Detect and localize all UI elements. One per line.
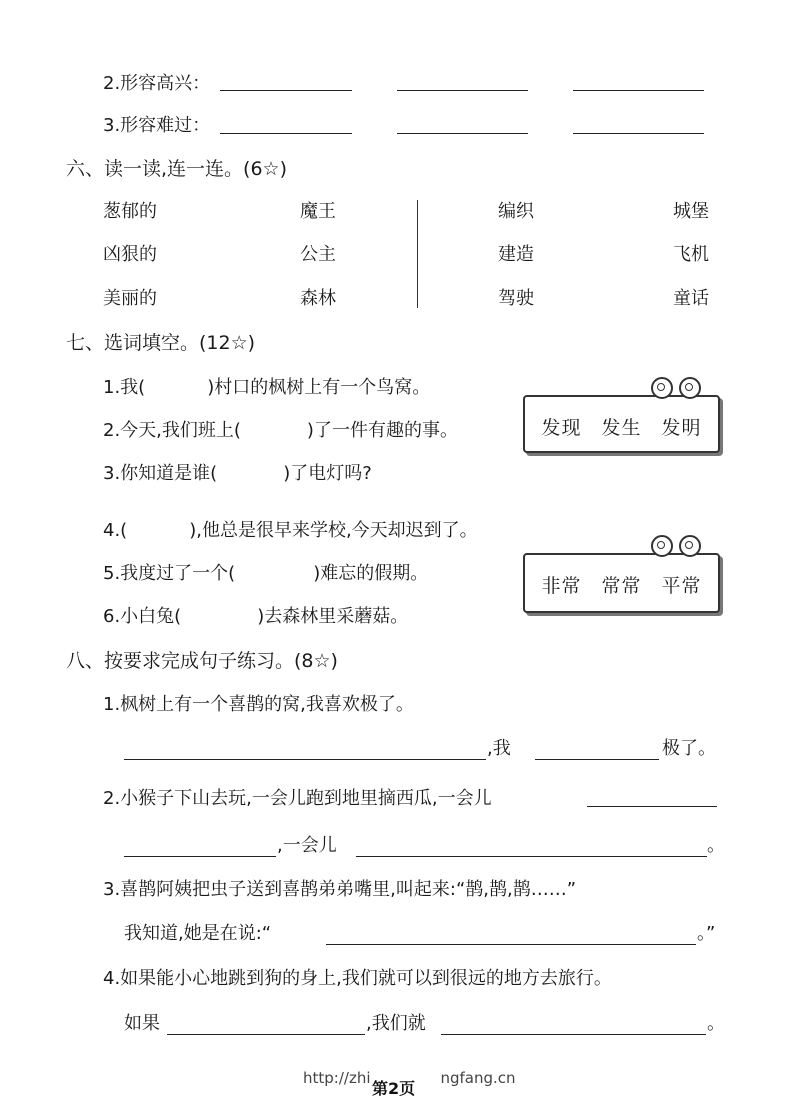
question-8-4: 4.如果能小心地跳到狗的身上,我们就可以到很远的地方去旅行。	[103, 968, 612, 989]
answer-line[interactable]	[587, 806, 717, 807]
section-8-title: 八、按要求完成句子练习。(8☆)	[66, 650, 338, 672]
answer-line[interactable]	[220, 90, 352, 91]
binder-ring-icon	[679, 535, 701, 557]
match-word[interactable]: 凶狠的	[103, 244, 157, 265]
item-3-label: 3.形容难过：	[103, 115, 211, 136]
section-6-title: 六、读一读,连一连。(6☆)	[66, 158, 287, 180]
answer-line[interactable]	[573, 90, 704, 91]
match-word[interactable]: 魔王	[300, 201, 336, 222]
question-8-1: 1.枫树上有一个喜鹊的窝,我喜欢极了。	[103, 694, 414, 715]
q1-ending: 极了。	[662, 738, 716, 759]
question-7-1: 1.我( )村口的枫树上有一个鸟窝。	[103, 377, 431, 398]
match-word[interactable]: 编织	[498, 201, 534, 222]
question-7-6: 6.小白兔( )去森林里采蘑菇。	[103, 606, 409, 627]
page-number: 第2页	[372, 1079, 416, 1098]
question-8-2: 2.小猴子下山去玩,一会儿跑到地里摘西瓜,一会儿	[103, 788, 492, 809]
answer-line[interactable]	[573, 133, 704, 134]
q2-ending: 。	[707, 835, 725, 856]
answer-line[interactable]	[326, 944, 696, 945]
q2-connector: ,一会儿	[277, 835, 337, 856]
match-word[interactable]: 童话	[673, 288, 709, 309]
match-word[interactable]: 葱郁的	[103, 201, 157, 222]
answer-line[interactable]	[356, 856, 707, 857]
match-word[interactable]: 美丽的	[103, 288, 157, 309]
question-7-4: 4.( ),他总是很早来学校,今天却迟到了。	[103, 520, 478, 541]
item-2-label: 2.形容高兴：	[103, 73, 211, 94]
match-word[interactable]: 飞机	[673, 244, 709, 265]
word-choice-box-2	[523, 553, 720, 613]
answer-line[interactable]	[124, 856, 276, 857]
word-choices: 发现 发生 发明	[541, 417, 702, 439]
question-7-5: 5.我度过了一个( )难忘的假期。	[103, 563, 429, 584]
binder-ring-icon	[651, 377, 673, 399]
answer-line[interactable]	[535, 759, 659, 760]
binder-ring-icon	[651, 535, 673, 557]
answer-line[interactable]	[124, 759, 486, 760]
match-word[interactable]: 森林	[300, 288, 336, 309]
q4-ending: 。	[707, 1013, 725, 1034]
q4-start: 如果	[124, 1013, 160, 1034]
match-word[interactable]: 建造	[498, 244, 534, 265]
watermark-url: http://zhi ngfang.cn	[303, 1069, 516, 1087]
answer-line[interactable]	[397, 90, 528, 91]
question-7-3: 3.你知道是谁( )了电灯吗?	[103, 463, 372, 484]
q1-connector: ,我	[487, 738, 511, 759]
q4-connector: ,我们就	[366, 1013, 426, 1034]
word-choice-box-1	[523, 395, 720, 453]
q3-start: 我知道,她是在说:“	[124, 923, 272, 944]
match-word[interactable]: 城堡	[673, 201, 709, 222]
section-7-title: 七、选词填空。(12☆)	[66, 332, 256, 354]
q3-ending: 。”	[697, 923, 716, 944]
question-8-3: 3.喜鹊阿姨把虫子送到喜鹊弟弟嘴里,叫起来:“鹊,鹊,鹊……”	[103, 879, 577, 900]
match-word[interactable]: 公主	[300, 244, 336, 265]
answer-line[interactable]	[441, 1034, 706, 1035]
match-word[interactable]: 驾驶	[498, 288, 534, 309]
answer-line[interactable]	[220, 133, 352, 134]
answer-line[interactable]	[397, 133, 528, 134]
binder-ring-icon	[679, 377, 701, 399]
word-choices: 非常 常常 平常	[541, 575, 702, 597]
question-7-2: 2.今天,我们班上( )了一件有趣的事。	[103, 420, 458, 441]
column-divider	[417, 200, 418, 308]
answer-line[interactable]	[167, 1034, 365, 1035]
